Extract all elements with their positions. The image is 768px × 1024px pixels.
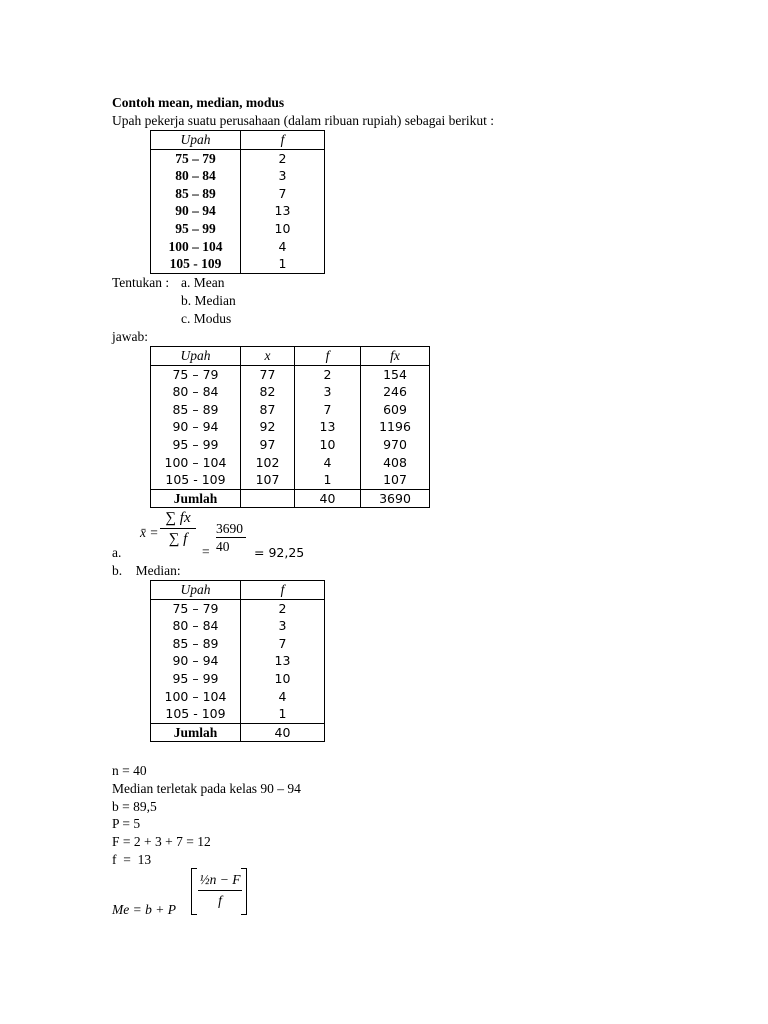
formula-denominator: f [198, 890, 242, 911]
cell-f: 1 [295, 471, 361, 489]
table-row [151, 220, 325, 238]
cell-x: 82 [241, 383, 295, 401]
cell-x: 77 [241, 365, 295, 383]
cell-f: 2 [295, 365, 361, 383]
header-f: f [295, 347, 361, 366]
table-row [151, 599, 325, 617]
table-row [151, 365, 430, 383]
line-n: n = 40 [112, 763, 147, 778]
table-header [151, 131, 325, 150]
median-label: b. Median: [112, 563, 181, 578]
sum-f: ∑ f [160, 528, 196, 549]
mean-sum-fraction [160, 508, 196, 549]
cell-upah: 95 – 99 [151, 220, 241, 238]
cell-fx: 1196 [361, 418, 430, 436]
cell-f: 3 [241, 617, 325, 635]
cell-fx: 154 [361, 365, 430, 383]
cell-x: 107 [241, 471, 295, 489]
cell-upah: 100 – 104 [151, 688, 241, 706]
cell-total-f: 40 [295, 489, 361, 508]
cell-f: 1 [241, 705, 325, 723]
formula-numerator: ½n − F [199, 872, 241, 887]
table-row [151, 688, 325, 706]
line-p: P = 5 [112, 816, 141, 831]
table-row [151, 670, 325, 688]
cell-upah: 85 – 89 [151, 401, 241, 419]
cell-upah: 80 – 84 [151, 617, 241, 635]
line-b: b = 89,5 [112, 799, 157, 814]
cell-upah: 85 – 89 [151, 185, 241, 203]
table-row [151, 401, 430, 419]
line-median-class: Median terletak pada kelas 90 – 94 [112, 781, 301, 796]
total-row [151, 723, 325, 742]
table-row [151, 255, 325, 273]
table-row [151, 471, 430, 489]
table-row [151, 418, 430, 436]
table-row [151, 617, 325, 635]
cell-upah: 95 – 99 [151, 436, 241, 454]
cell-f: 4 [241, 238, 325, 256]
cell-total-fx: 3690 [361, 489, 430, 508]
mean-label: a. [112, 545, 122, 560]
cell-f: 13 [241, 202, 325, 220]
header-upah: Upah [151, 131, 241, 150]
cell-upah: 90 – 94 [151, 202, 241, 220]
table-row [151, 635, 325, 653]
formula-lhs: Me = b + P [112, 902, 176, 917]
cell-f: 4 [241, 688, 325, 706]
table-header [151, 347, 430, 366]
cell-f: 7 [241, 635, 325, 653]
cell-x: 87 [241, 401, 295, 419]
cell-total-f: 40 [241, 723, 325, 742]
cell-f: 3 [241, 167, 325, 185]
page-title: Contoh mean, median, modus [112, 95, 285, 110]
cell-upah: 75 – 79 [151, 599, 241, 617]
cell-fx: 107 [361, 471, 430, 489]
cell-fx: 408 [361, 454, 430, 472]
sum-fx: ∑ fx [165, 510, 191, 526]
cell-upah: 75 – 79 [151, 365, 241, 383]
mean-lhs: x̄ = [140, 525, 159, 540]
cell-empty [241, 489, 295, 508]
tentukan-a: a. Mean [181, 275, 225, 290]
formula-fraction [198, 870, 242, 911]
header-fx: fx [361, 347, 430, 366]
cell-upah: 80 – 84 [151, 167, 241, 185]
mean-result: = 92,25 [254, 545, 305, 560]
cell-upah: 75 – 79 [151, 149, 241, 167]
table-row [151, 436, 430, 454]
cell-f: 3 [295, 383, 361, 401]
cell-f: 10 [241, 220, 325, 238]
cell-upah: 95 – 99 [151, 670, 241, 688]
mean-numerator: 3690 [216, 521, 243, 536]
cell-f: 13 [241, 652, 325, 670]
cell-f: 7 [241, 185, 325, 203]
cell-jumlah: Jumlah [151, 489, 241, 508]
header-upah: Upah [151, 347, 241, 366]
cell-upah: 100 – 104 [151, 454, 241, 472]
computation-table [150, 346, 430, 508]
wage-table [150, 130, 325, 274]
cell-upah: 90 – 94 [151, 652, 241, 670]
intro-text: Upah pekerja suatu perusahaan (dalam ribuan rupiah) sebagai berikut : [112, 113, 494, 128]
cell-upah: 90 – 94 [151, 418, 241, 436]
cell-f: 2 [241, 149, 325, 167]
cell-upah: 105 - 109 [151, 255, 241, 273]
table-row [151, 149, 325, 167]
cell-fx: 609 [361, 401, 430, 419]
tentukan-c: c. Modus [181, 311, 232, 326]
cell-fx: 970 [361, 436, 430, 454]
line-f: f = 13 [112, 852, 152, 867]
table-header [151, 581, 325, 600]
cell-f: 13 [295, 418, 361, 436]
table-row [151, 383, 430, 401]
table-row [151, 185, 325, 203]
cell-f: 7 [295, 401, 361, 419]
tentukan-label: Tentukan : [112, 275, 170, 290]
median-table [150, 580, 325, 742]
cell-jumlah: Jumlah [151, 723, 241, 742]
cell-f: 10 [295, 436, 361, 454]
cell-x: 102 [241, 454, 295, 472]
cell-f: 10 [241, 670, 325, 688]
cell-f: 4 [295, 454, 361, 472]
line-F: F = 2 + 3 + 7 = 12 [112, 834, 211, 849]
mean-denominator: 40 [216, 537, 246, 555]
cell-fx: 246 [361, 383, 430, 401]
table-row [151, 652, 325, 670]
formula-bracket-left [191, 868, 197, 915]
cell-upah: 85 – 89 [151, 635, 241, 653]
table-row [151, 705, 325, 723]
tentukan-b: b. Median [181, 293, 236, 308]
cell-x: 97 [241, 436, 295, 454]
cell-upah: 105 - 109 [151, 705, 241, 723]
table-row [151, 167, 325, 185]
cell-f: 2 [241, 599, 325, 617]
cell-upah: 80 – 84 [151, 383, 241, 401]
mean-eq: = [202, 544, 210, 559]
total-row [151, 489, 430, 508]
header-upah: Upah [151, 581, 241, 600]
jawab-label: jawab: [112, 329, 148, 344]
cell-x: 92 [241, 418, 295, 436]
cell-f: 1 [241, 255, 325, 273]
table-row [151, 238, 325, 256]
header-f: f [241, 581, 325, 600]
table-row [151, 202, 325, 220]
header-f: f [241, 131, 325, 150]
mean-value-fraction [216, 520, 246, 555]
header-x: x [241, 347, 295, 366]
cell-upah: 105 - 109 [151, 471, 241, 489]
formula-bracket-right [241, 868, 247, 915]
cell-upah: 100 – 104 [151, 238, 241, 256]
table-row [151, 454, 430, 472]
